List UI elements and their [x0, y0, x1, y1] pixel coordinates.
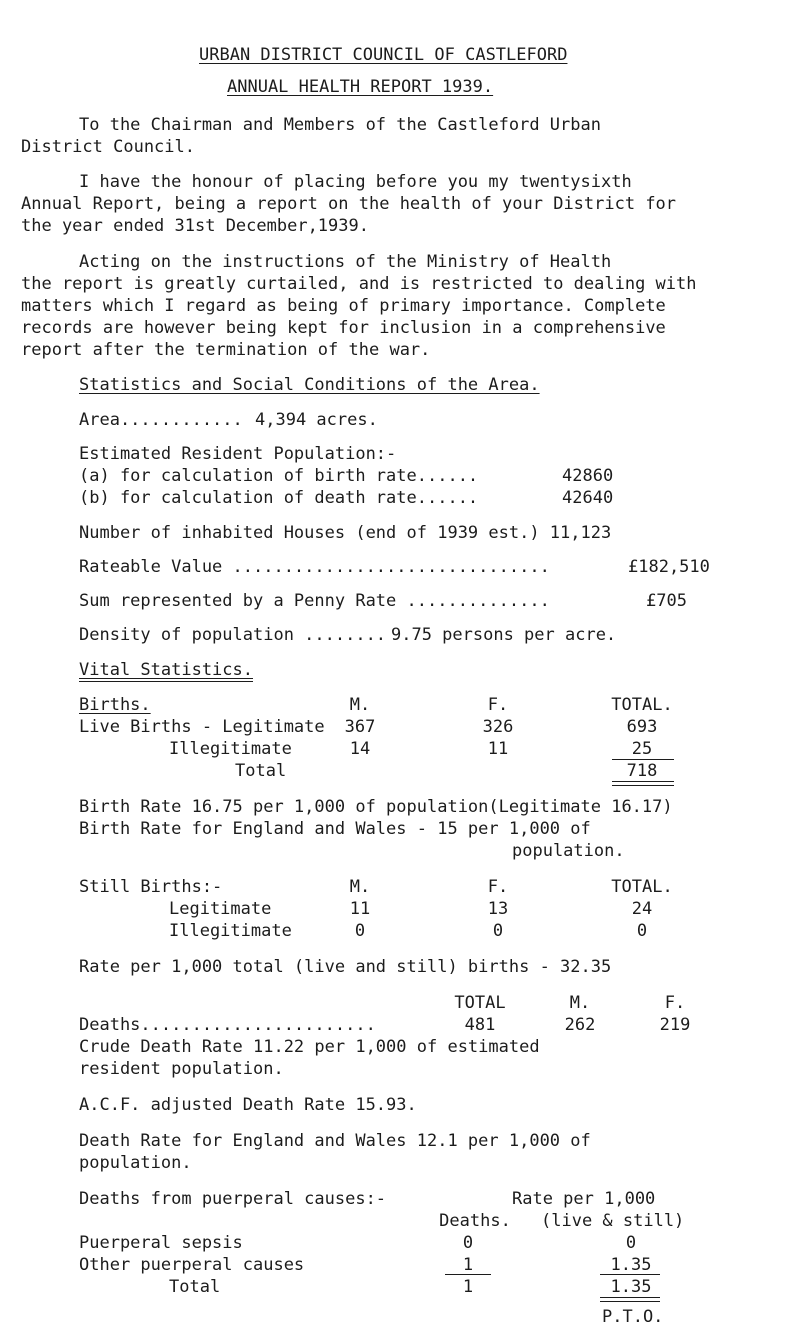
- still-col-f: F.: [487, 877, 509, 897]
- births-total-rule: [612, 781, 674, 786]
- puerperal-total-label: Total: [169, 1277, 221, 1297]
- births-col-f: F.: [487, 695, 509, 715]
- para1-line-3: the year ended 31st December,1939.: [21, 216, 369, 236]
- birth-rate-line-2: Birth Rate for England and Wales - 15 per 1,000 of: [79, 819, 591, 839]
- para2-line-5: report after the termination of the war.: [21, 340, 431, 360]
- puerperal-total-rule: [600, 1297, 660, 1302]
- statistics-heading: Statistics and Social Conditions of the Area.: [79, 375, 540, 395]
- births-col-m: M.: [349, 695, 371, 715]
- crude-death-rate-line-1: Crude Death Rate 11.22 per 1,000 of estimated: [79, 1037, 540, 1057]
- puerperal-rate-head: Rate per 1,000: [512, 1189, 656, 1209]
- houses-line: Number of inhabited Houses (end of 1939 est.) 11,123: [79, 523, 612, 543]
- deaths-col-total: TOTAL: [454, 993, 506, 1013]
- penny-rate-value: £705: [646, 591, 687, 611]
- still-rate-line: Rate per 1,000 total (live and still) births - 32.35: [79, 957, 612, 977]
- ew-death-rate-line-1: Death Rate for England and Wales 12.1 per 1,000 of: [79, 1131, 591, 1151]
- ptotal-rate: 1.35: [610, 1277, 652, 1297]
- para2-line-2: the report is greatly curtailed, and is restricted to dealing with: [21, 274, 697, 294]
- illegit-f: 11: [487, 739, 509, 759]
- pto-footer: P.T.O.: [602, 1307, 664, 1327]
- still-legit-total: 24: [631, 899, 653, 919]
- legit-m: 367: [344, 717, 376, 737]
- para1-line-2: Annual Report, being a report on the health of your District for: [21, 194, 677, 214]
- still-legit-f: 13: [487, 899, 509, 919]
- puerperal-sepsis-label: Puerperal sepsis: [79, 1233, 243, 1253]
- vital-statistics-heading: Vital Statistics.: [79, 660, 253, 680]
- deaths-f: 219: [659, 1015, 691, 1035]
- sepsis-rate: 0: [625, 1233, 637, 1253]
- still-col-total: TOTAL.: [611, 877, 673, 897]
- rateable-label: Rateable Value ...............................: [79, 557, 550, 577]
- sepsis-deaths: 0: [462, 1233, 474, 1253]
- legit-f: 326: [482, 717, 514, 737]
- rateable-value: £182,510: [628, 557, 710, 577]
- legit-total: 693: [626, 717, 658, 737]
- puerperal-rate-rule: [600, 1274, 660, 1275]
- puerperal-col-rate: (live & still): [541, 1211, 685, 1231]
- still-illegit-label: Illegitimate: [169, 921, 292, 941]
- birth-rate-line-3: population.: [512, 841, 625, 861]
- still-births-heading: Still Births:-: [79, 877, 223, 897]
- puerperal-deaths-rule: [445, 1274, 491, 1275]
- illegitimate-label: Illegitimate: [169, 739, 292, 759]
- council-title: URBAN DISTRICT COUNCIL OF CASTLEFORD: [199, 45, 568, 65]
- births-total-value: 718: [626, 761, 658, 781]
- acf-death-rate: A.C.F. adjusted Death Rate 15.93.: [79, 1095, 417, 1115]
- para2-line-1: Acting on the instructions of the Ministry of Health: [79, 252, 612, 272]
- crude-death-rate-line-2: resident population.: [79, 1059, 284, 1079]
- still-legit-m: 11: [349, 899, 371, 919]
- still-illegit-f: 0: [492, 921, 504, 941]
- still-illegit-m: 0: [354, 921, 366, 941]
- illegit-m: 14: [349, 739, 371, 759]
- other-deaths: 1: [462, 1255, 474, 1275]
- para1-line-1: I have the honour of placing before you my twentysixth: [79, 172, 632, 192]
- illegit-total: 25: [631, 739, 653, 759]
- deaths-col-m: M.: [569, 993, 591, 1013]
- density-label: Density of population ........: [79, 625, 387, 645]
- live-births-label: Live Births - Legitimate: [79, 717, 325, 737]
- still-illegit-total: 0: [636, 921, 648, 941]
- area-value: 4,394 acres.: [255, 410, 378, 430]
- population-a-label: (a) for calculation of birth rate......: [79, 466, 479, 486]
- births-col-total: TOTAL.: [611, 695, 673, 715]
- still-legit-label: Legitimate: [169, 899, 272, 919]
- other-rate: 1.35: [610, 1255, 652, 1275]
- ptotal-deaths: 1: [462, 1277, 474, 1297]
- other-puerperal-label: Other puerperal causes: [79, 1255, 305, 1275]
- population-b-label: (b) for calculation of death rate......: [79, 488, 479, 508]
- salutation-line-1: To the Chairman and Members of the Castleford Urban: [79, 115, 601, 135]
- puerperal-heading: Deaths from puerperal causes:-: [79, 1189, 387, 1209]
- puerperal-col-deaths: Deaths.: [439, 1211, 511, 1231]
- births-heading: Births.: [79, 695, 151, 715]
- report-title: ANNUAL HEALTH REPORT 1939.: [227, 77, 494, 97]
- density-value: 9.75 persons per acre.: [391, 625, 617, 645]
- population-b-value: 42640: [562, 488, 614, 508]
- salutation-line-2: District Council.: [21, 137, 195, 157]
- population-a-value: 42860: [562, 466, 614, 486]
- deaths-m: 262: [564, 1015, 596, 1035]
- para2-line-3: matters which I regard as being of primary importance. Complete: [21, 296, 666, 316]
- para2-line-4: records are however being kept for inclusion in a comprehensive: [21, 318, 666, 338]
- penny-rate-label: Sum represented by a Penny Rate ..............: [79, 591, 550, 611]
- births-total-label: Total: [235, 761, 287, 781]
- birth-rate-line-1: Birth Rate 16.75 per 1,000 of population(Legitimate 16.17): [79, 797, 673, 817]
- ew-death-rate-line-2: population.: [79, 1153, 192, 1173]
- deaths-label: Deaths.......................: [79, 1015, 376, 1035]
- population-heading: Estimated Resident Population:-: [79, 444, 397, 464]
- deaths-col-f: F.: [664, 993, 686, 1013]
- still-col-m: M.: [349, 877, 371, 897]
- deaths-total: 481: [464, 1015, 496, 1035]
- area-label: Area............: [79, 410, 243, 430]
